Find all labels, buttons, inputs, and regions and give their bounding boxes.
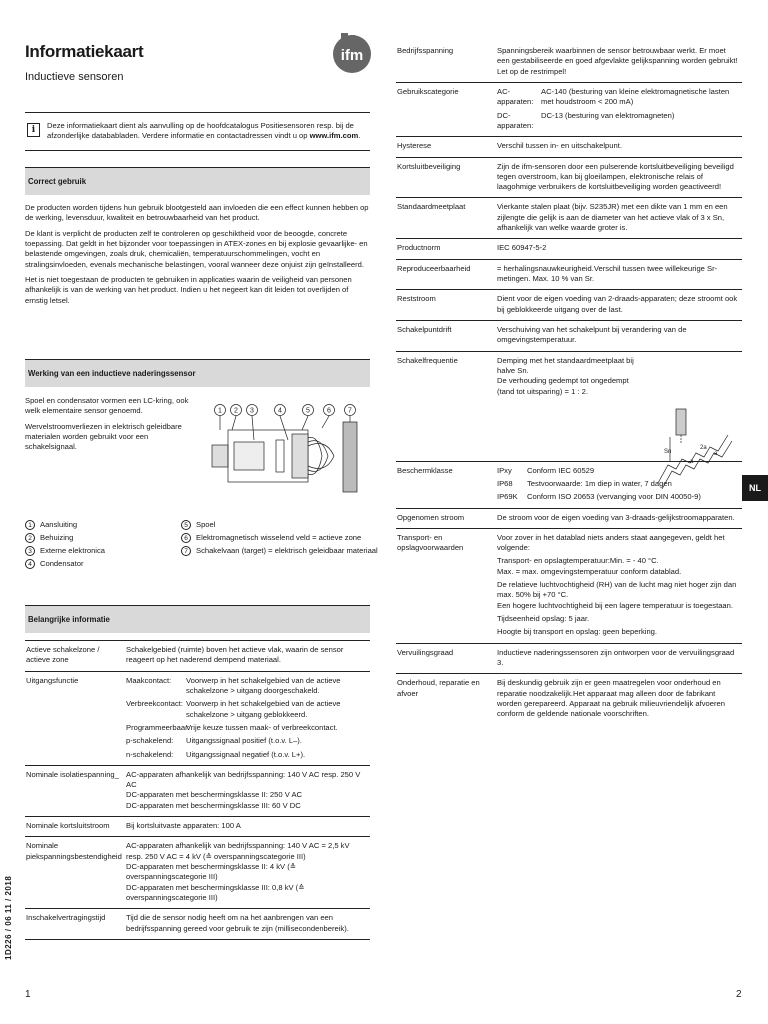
table-row: Kortsluitbeveiliging Zijn de ifm-sensoren door een pulserende kortsluitbeveiliging beveiligd tegen overstroom, kan bij gloeilampen, elektronische relais of laagohmige verbruikers de kortsluitbeveiliging worden geactiveerd! — [396, 157, 742, 198]
table-row: Onderhoud, reparatie en afvoer Bij deskundig gebruik zijn er geen maatregelen voor onderhoud en reparatie noodzakelijk.Het apparaat mag alleen door de fabrikant worden gerepareerd. Apparaat na gebruik milieuvriendelijk afvoeren conform de geldende nationale voorschriften. — [397, 678, 725, 719]
intro-link[interactable]: www.ifm.com — [309, 131, 359, 141]
table-row: Uitgangsfunctie Maakcontact: Voorwerp in het schakelgebied van de actieve schakelzone > uitgang doorgeschakeld. Verbreekcontact: Voorwerp in het schakelgebied van de actieve schakelzone > uitgang geblokkeerd. Programmeerbaar: Vrije keuze tussen maak- of verbreekcontact. p-schakelend: Uitgangssignaal positief (t.o.v. L–). n-schakelend: Uitgangssignaal negatief (t.o.v. L+). — [25, 671, 370, 765]
legend-item: 7 Schakelvaan (target) = elektrisch geleidbaar materiaal — [181, 546, 378, 556]
diagram-num: 6 — [327, 407, 331, 415]
paragraph: De klant is verplicht de producten zelf te controleren op geschiktheid voor de beoogde, concrete toepassing. Dat geldt in het bijzonder voor toepassingen in ATEX-zones en bij explosie gevaarlijke- en belastende omgevingen, zoals druk, chemicaliën, temperatuurschommelingen, vocht en stralingsinvloeden, evenals mechanische belastingen, vooral wanneer deze onjuist zijn geïnstalleerd. — [25, 228, 368, 269]
table-row: Nominale isolatiespanning_ AC-apparaten afhankelijk van bedrijfsspanning: 140 V AC resp. 250 V AC DC-apparaten met beschermingsklasse II: 250 V AC DC-apparaten met beschermingsklasse III: 60 V DC — [25, 765, 370, 816]
table-row: Inschakelvertragingstijd Tijd die de sensor nodig heeft om na het aanbrengen van een bedrijfsspanning gereed voor gebruik te zijn (millisecondenbereik). — [25, 909, 370, 940]
table-row: Standaardmeetplaat Vierkante stalen plaat (bijv. S235JR) met een dikte van 1 mm en een zijlengte die gelijk is aan de diameter van het actieve vlak of 3 x Sn, afhankelijk van welke waarde groter is. — [396, 198, 742, 239]
table-row: Gebruikscategorie AC-apparaten: AC-140 (besturing van kleine elektromagnetische lasten met houdstroom < 200 mA) DC-apparaten: DC-13 (besturing van elektromagneten) — [396, 82, 742, 136]
fig-label: Sn — [664, 449, 672, 455]
ifm-logo — [332, 30, 372, 74]
table-row: Actieve schakelzone / actieve zone Schakelgebied (ruimte) boven het actieve vlak, waarin de sensor reageert op het naderend dempend materiaal. — [25, 641, 370, 672]
document-code: 1D226 / 06 11 / 2018 — [4, 875, 13, 960]
section-heading-important: Belangrijke informatie — [25, 605, 370, 633]
diagram-num: 1 — [218, 407, 222, 415]
paragraph: De producten worden tijdens hun gebruik blootgesteld aan invloeden die een effect kunnen hebben op de werking, levensduur, kwaliteit en betrouwbaarheid van het product. — [25, 203, 369, 223]
legend-item: 5 Spoel — [181, 520, 215, 530]
page-subtitle: Inductieve sensoren — [25, 71, 124, 83]
switching-frequency-figure — [652, 403, 738, 503]
section-heading-correct-use: Correct gebruik — [25, 167, 370, 195]
paragraph: Spoel en condensator vormen een LC-kring, ook welk elementaire sensor genoemd. — [25, 396, 189, 416]
working-text — [25, 396, 200, 458]
table-row: Reproduceerbaarheid = herhalingsnauwkeurigheid.Verschil tussen twee willekeurige Sr-metingen. Max. 10 % van Sr. — [396, 259, 742, 290]
intro-box — [25, 112, 370, 151]
diagram-num: 4 — [278, 407, 282, 415]
important-table — [25, 640, 370, 940]
intro-text-end: . — [358, 131, 361, 141]
sensor-diagram — [210, 400, 362, 500]
table-row: Hysterese Verschil tussen in- en uitschakelpunt. — [396, 137, 742, 157]
page-title: Informatiekaart — [25, 42, 144, 61]
paragraph: Het is niet toegestaan de producten te gebruiken in applicaties waarin de veiligheid van personen afhankelijk is van de werking van het product. Indien u het negeert kan dit leiden tot overlijden of ernstig letsel. — [25, 274, 352, 305]
intro-text: Deze informatiekaart dient als aanvulling op de hoofdcatalogus Positiesensoren resp. bij de afzonderlijke datababladen. Verdere informatie en contactadressen vindt u op — [47, 121, 354, 141]
fig-label: a — [714, 451, 718, 457]
legend-item: 1 Aansluiting — [25, 520, 77, 530]
table-row: Reststroom Dient voor de eigen voeding van 2-draads-apparaten; deze stroomt ook bij geblokkeerde uitgang over de last. — [396, 290, 742, 321]
table-row: Nominale piekspanningsbestendigheid AC-apparaten afhankelijk van bedrijfsspanning: 140 V AC = 2,5 kV resp. 250 V AC = 4 kV (≙ overspanningscategorie III) DC-apparaten met beschermingsklasse II: 4 kV (≙ overspanningscategorie III) DC-apparaten met beschermingsklasse III: 0,8 kV (≙ overspanningscategorie III) — [25, 837, 370, 909]
legend-item: 2 Behuizing — [25, 533, 73, 543]
table-row: Bedrijfsspanning Spanningsbereik waarbinnen de sensor betrouwbaar werkt. Er moet een gestabiliseerde en goed afgevlakte gelijkspanning worden gebruikt! Let op de restrimpel! — [396, 42, 742, 82]
correct-use-text — [25, 203, 370, 311]
table-row: Productnorm IEC 60947-5-2 — [396, 239, 742, 259]
specs-table — [396, 42, 742, 725]
fig-label: a — [690, 459, 694, 465]
fig-label: 2a — [700, 445, 707, 451]
table-row: Beschermklasse IPxy Conform IEC 60529 IP68 Testvoorwaarde: 1m diep in water, 7 dagen IP69K Conform ISO 20653 (vervanging voor DIN 40050-9) — [396, 461, 742, 508]
table-row: Opgenomen stroom De stroom voor de eigen voeding van 3-draads-gelijkstroomapparaten. — [396, 508, 742, 528]
table-row: Nominale kortsluitstroom Bij kortsluitvaste apparaten: 100 A — [25, 817, 370, 837]
table-row: Schakelfrequentie Demping met het standaardmeetplaat bij halve Sn. De verhouding gedempt tot ongedempt (tand tot uitsparing) = 1 : 2. — [396, 351, 742, 461]
legend-item: 3 Externe elektronica — [25, 546, 105, 556]
logo-text: ifm — [340, 47, 364, 64]
table-row: Schakelpuntdrift Verschuiving van het schakelpunt bij verandering van de omgevingstemperatuur. — [396, 320, 742, 351]
legend-item: 6 Elektromagnetisch wisselend veld = actieve zone — [181, 533, 361, 543]
info-icon: i — [27, 123, 40, 137]
diagram-num: 2 — [234, 407, 238, 415]
section-heading-working: Werking van een inductieve naderingssensor — [25, 359, 370, 387]
paragraph: Wervelstroomverliezen in elektrisch geleidbare materialen worden gebruikt voor een schakelsignaal. — [25, 421, 182, 452]
diagram-num: 5 — [306, 407, 310, 415]
page-number-right: 2 — [736, 989, 742, 1000]
language-tab[interactable]: NL — [742, 475, 768, 501]
table-row: Transport- en opslagvoorwaarden Voor zover in het datablad niets anders staat aangegeven, geldt het volgende: Transport- en opslagtemperatuur:Min. = - 40 °C. Max. = max. omgevingstemperatuur conform datablad. De relatieve luchtvochtigheid (RH) van de lucht mag niet hoger zijn dan max. 50% bij +70 °C. Een hogere luchtvochtigheid bij een lagere temperatuur is toegestaan. Tijdseenheid opslag: 5 jaar. Hoogte bij transport en opslag: geen beperking. — [396, 528, 742, 643]
legend-item: 4 Condensator — [25, 559, 83, 569]
diagram-num: 3 — [250, 407, 254, 415]
diagram-num: 7 — [348, 407, 352, 415]
page-number-left: 1 — [25, 989, 31, 1000]
table-row: Vervuilingsgraad Inductieve naderingssensoren zijn ontworpen voor de vervuilingsgraad 3. — [396, 643, 742, 674]
